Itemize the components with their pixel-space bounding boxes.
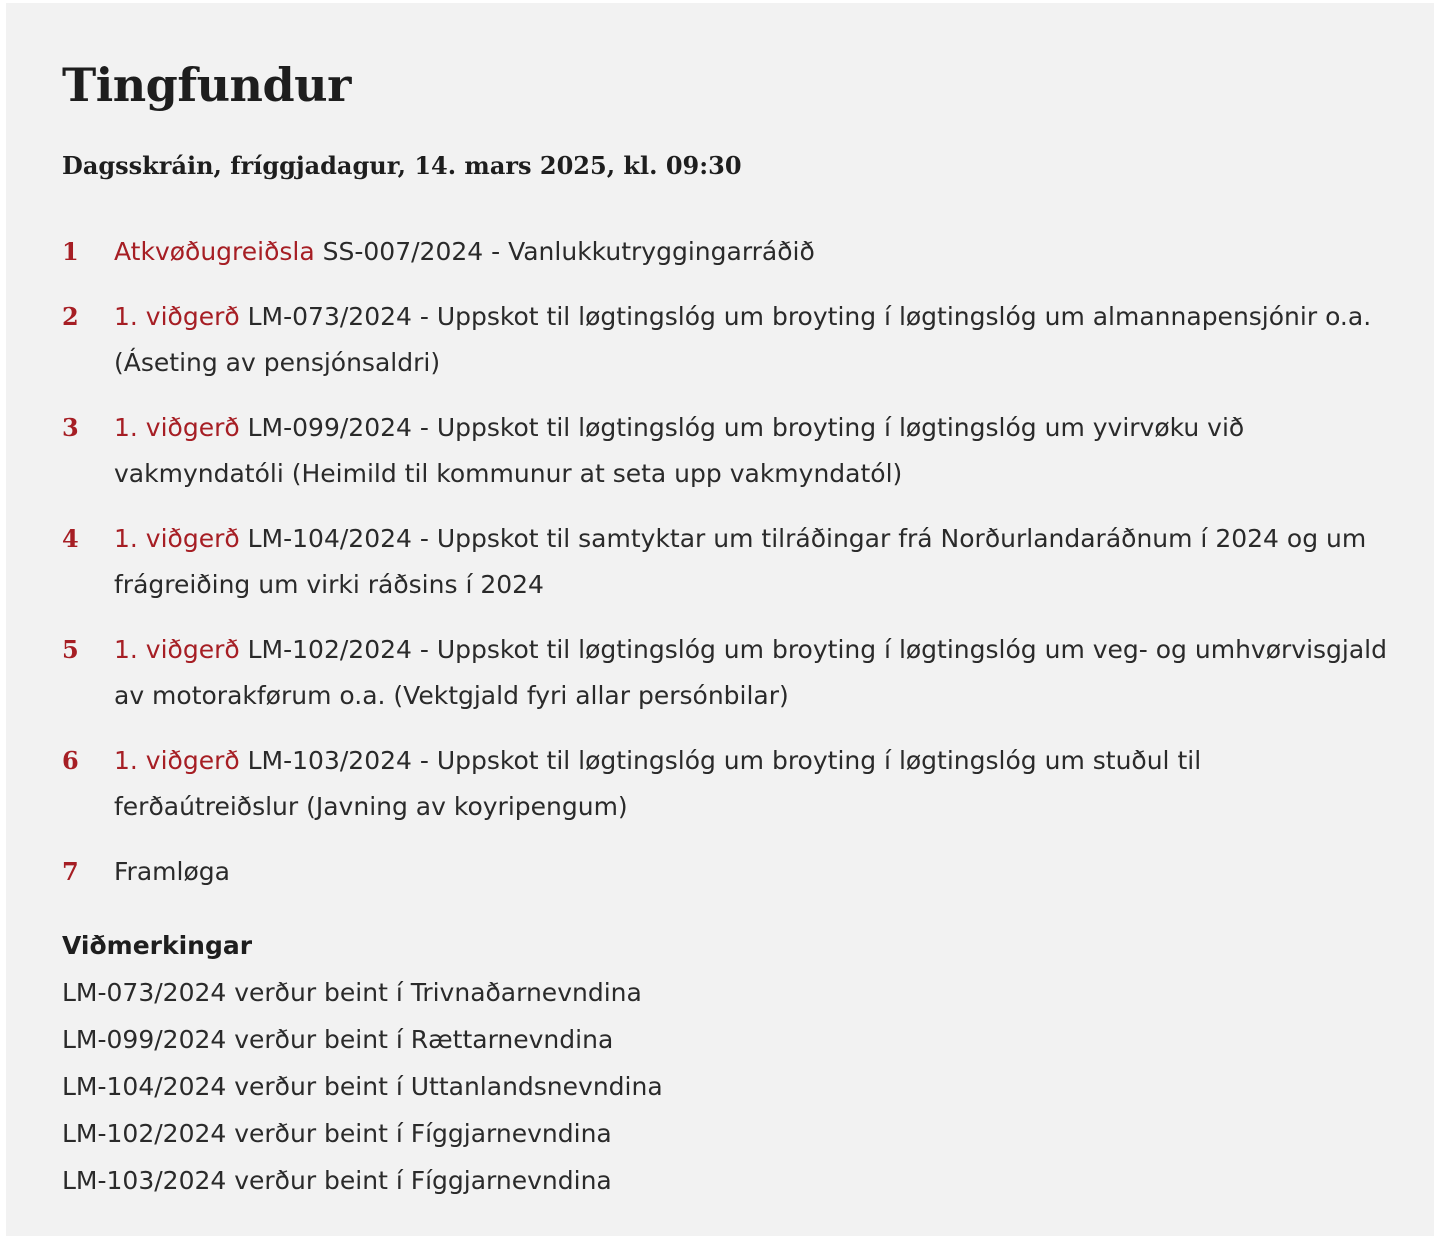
- notes-title: Viðmerkingar: [62, 931, 253, 960]
- agenda-item-text: LM-102/2024 - Uppskot til løgtingslóg um broyting í løgtingslóg um veg- og umhvørvisgjald av motorakførum o.a. (Vektgjald fyri allar persónbilar): [114, 635, 1387, 710]
- agenda-item-text: SS-007/2024 - Vanlukkutryggingarráðið: [322, 237, 815, 266]
- note-line: LM-099/2024 verður beint í Rættarnevndina: [62, 1025, 614, 1054]
- agenda-item-number: 2: [62, 302, 79, 331]
- agenda-item: [62, 849, 1392, 895]
- note-line: LM-103/2024 verður beint í Fíggjarnevndina: [62, 1166, 612, 1195]
- agenda-item-link[interactable]: 1. viðgerð: [114, 524, 240, 553]
- agenda-item-text: LM-099/2024 - Uppskot til løgtingslóg um broyting í løgtingslóg um yvirvøku við vakmyndatóli (Heimild til kommunur at seta upp vakmyndatól): [114, 413, 1245, 488]
- content-panel: [6, 3, 1434, 1236]
- agenda-item-text: LM-104/2024 - Uppskot til samtyktar um tilráðingar frá Norðurlandaráðnum í 2024 og um frágreiðing um virki ráðsins í 2024: [114, 524, 1367, 599]
- agenda-item-link[interactable]: 1. viðgerð: [114, 746, 240, 775]
- agenda-item: [62, 516, 1392, 608]
- agenda-item-link[interactable]: 1. viðgerð: [114, 413, 240, 442]
- agenda-item-link[interactable]: 1. viðgerð: [114, 302, 240, 331]
- agenda-item-link[interactable]: Atkvøðugreiðsla: [114, 237, 315, 266]
- agenda-item-text: LM-073/2024 - Uppskot til løgtingslóg um broyting í løgtingslóg um almannapensjónir o.a. (Áseting av pensjónsaldri): [114, 302, 1372, 377]
- agenda-item-number: 1: [62, 237, 79, 266]
- note-line: LM-104/2024 verður beint í Uttanlandsnevndina: [62, 1072, 663, 1101]
- agenda-item: [62, 738, 1392, 830]
- agenda-item-number: 7: [62, 857, 79, 886]
- agenda-item-number: 6: [62, 746, 79, 775]
- note-line: LM-102/2024 verður beint í Fíggjarnevndina: [62, 1119, 612, 1148]
- agenda-item-text: Framløga: [114, 857, 230, 886]
- agenda-item: [62, 405, 1392, 497]
- agenda-item-number: 3: [62, 413, 79, 442]
- agenda-item-text: LM-103/2024 - Uppskot til løgtingslóg um broyting í løgtingslóg um stuðul til ferðaútreiðslur (Javning av koyripengum): [114, 746, 1202, 821]
- agenda-item-link[interactable]: 1. viðgerð: [114, 635, 240, 664]
- agenda-item-number: 4: [62, 524, 79, 553]
- agenda-subtitle: Dagsskráin, fríggjadagur, 14. mars 2025, kl. 09:30: [62, 151, 742, 180]
- agenda-item: [62, 627, 1392, 719]
- agenda-item-number: 5: [62, 635, 79, 664]
- page-title: Tingfundur: [62, 58, 351, 112]
- agenda-item: [62, 294, 1392, 386]
- note-line: LM-073/2024 verður beint í Trivnaðarnevndina: [62, 978, 642, 1007]
- agenda-item: [62, 229, 1392, 275]
- notes-section: [62, 923, 1392, 1204]
- agenda-list: [62, 229, 1392, 914]
